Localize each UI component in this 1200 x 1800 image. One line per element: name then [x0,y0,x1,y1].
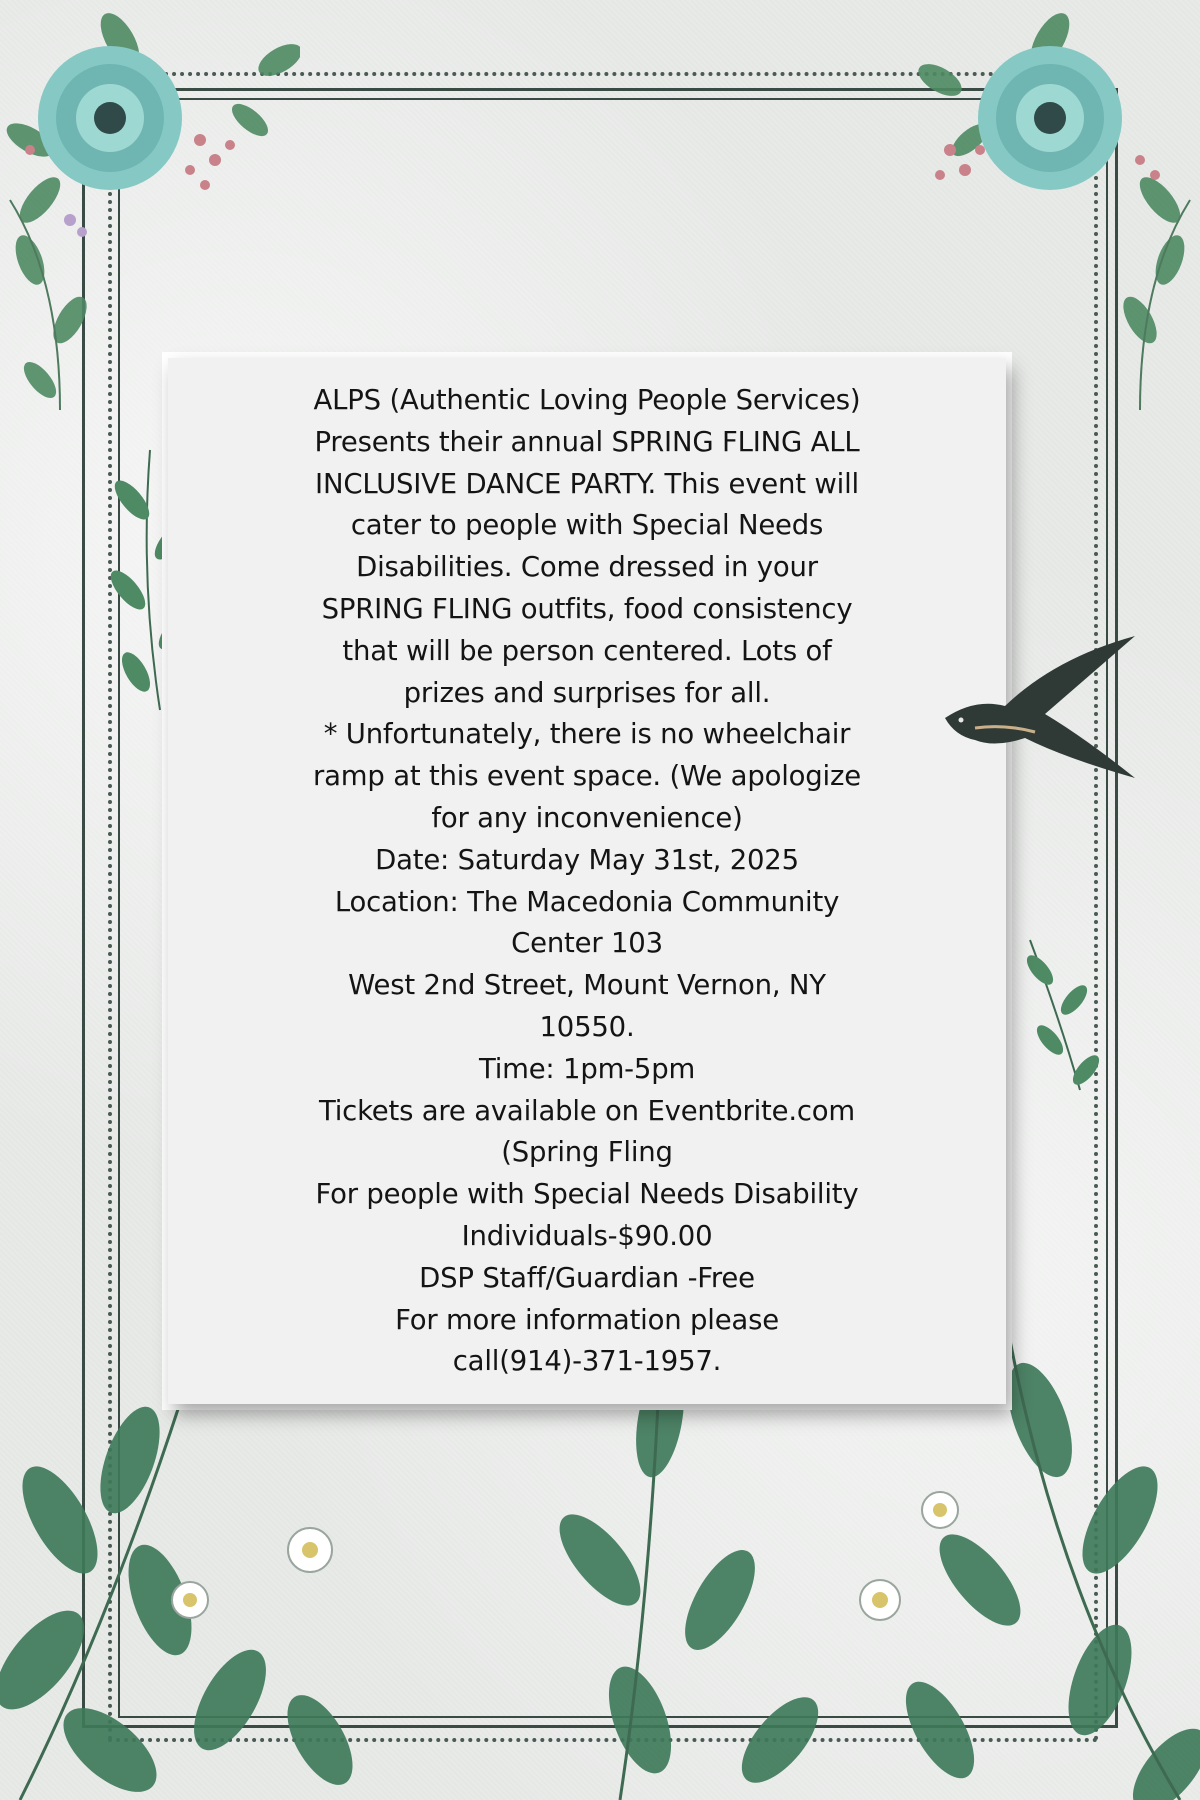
tickets-line: Tickets are available on Eventbrite.com [318,1094,856,1127]
top-left-rose-icon [0,0,300,420]
tickets-line: (Spring Fling [501,1136,673,1169]
price-line: Individuals-$90.00 [461,1219,713,1252]
contact-line: For more information please [395,1303,779,1336]
flyer-text [208,380,966,1383]
flyer-line: ramp at this event space. (We apologize [313,760,861,793]
flyer-line: SPRING FLING outfits, food consistency [321,592,853,625]
address-line: West 2nd Street, Mount Vernon, NY [348,969,826,1002]
flyer-line: that will be person centered. Lots of [342,634,832,667]
flyer-line: prizes and surprises for all. [403,676,771,709]
flyer-card [168,358,1006,1404]
swallow-bird-icon [935,628,1145,808]
date-line: Date: Saturday May 31st, 2025 [375,843,799,876]
flyer-line: Presents their annual SPRING FLING ALL [314,425,860,458]
top-right-rose-icon [900,0,1200,420]
location-line: Center 103 [511,927,663,960]
flyer-line: Disabilities. Come dressed in your [356,551,818,584]
price-line: DSP Staff/Guardian -Free [419,1261,755,1294]
flyer-line: for any inconvenience) [431,801,743,834]
flyer-line: * Unfortunately, there is no wheelchair [323,718,851,751]
flyer-line: ALPS (Authentic Loving People Services) [313,384,861,416]
address-line: 10550. [539,1010,635,1043]
flyer-line: INCLUSIVE DANCE PARTY. This event will [315,467,859,500]
location-line: Location: The Macedonia Community [334,885,840,918]
right-leaf-sprig-icon [1000,930,1110,1100]
flyer-line: cater to people with Special Needs [350,509,824,542]
contact-line: call(914)-371-1957. [452,1345,722,1378]
time-line: Time: 1pm-5pm [478,1052,696,1085]
price-line: For people with Special Needs Disability [315,1178,859,1211]
